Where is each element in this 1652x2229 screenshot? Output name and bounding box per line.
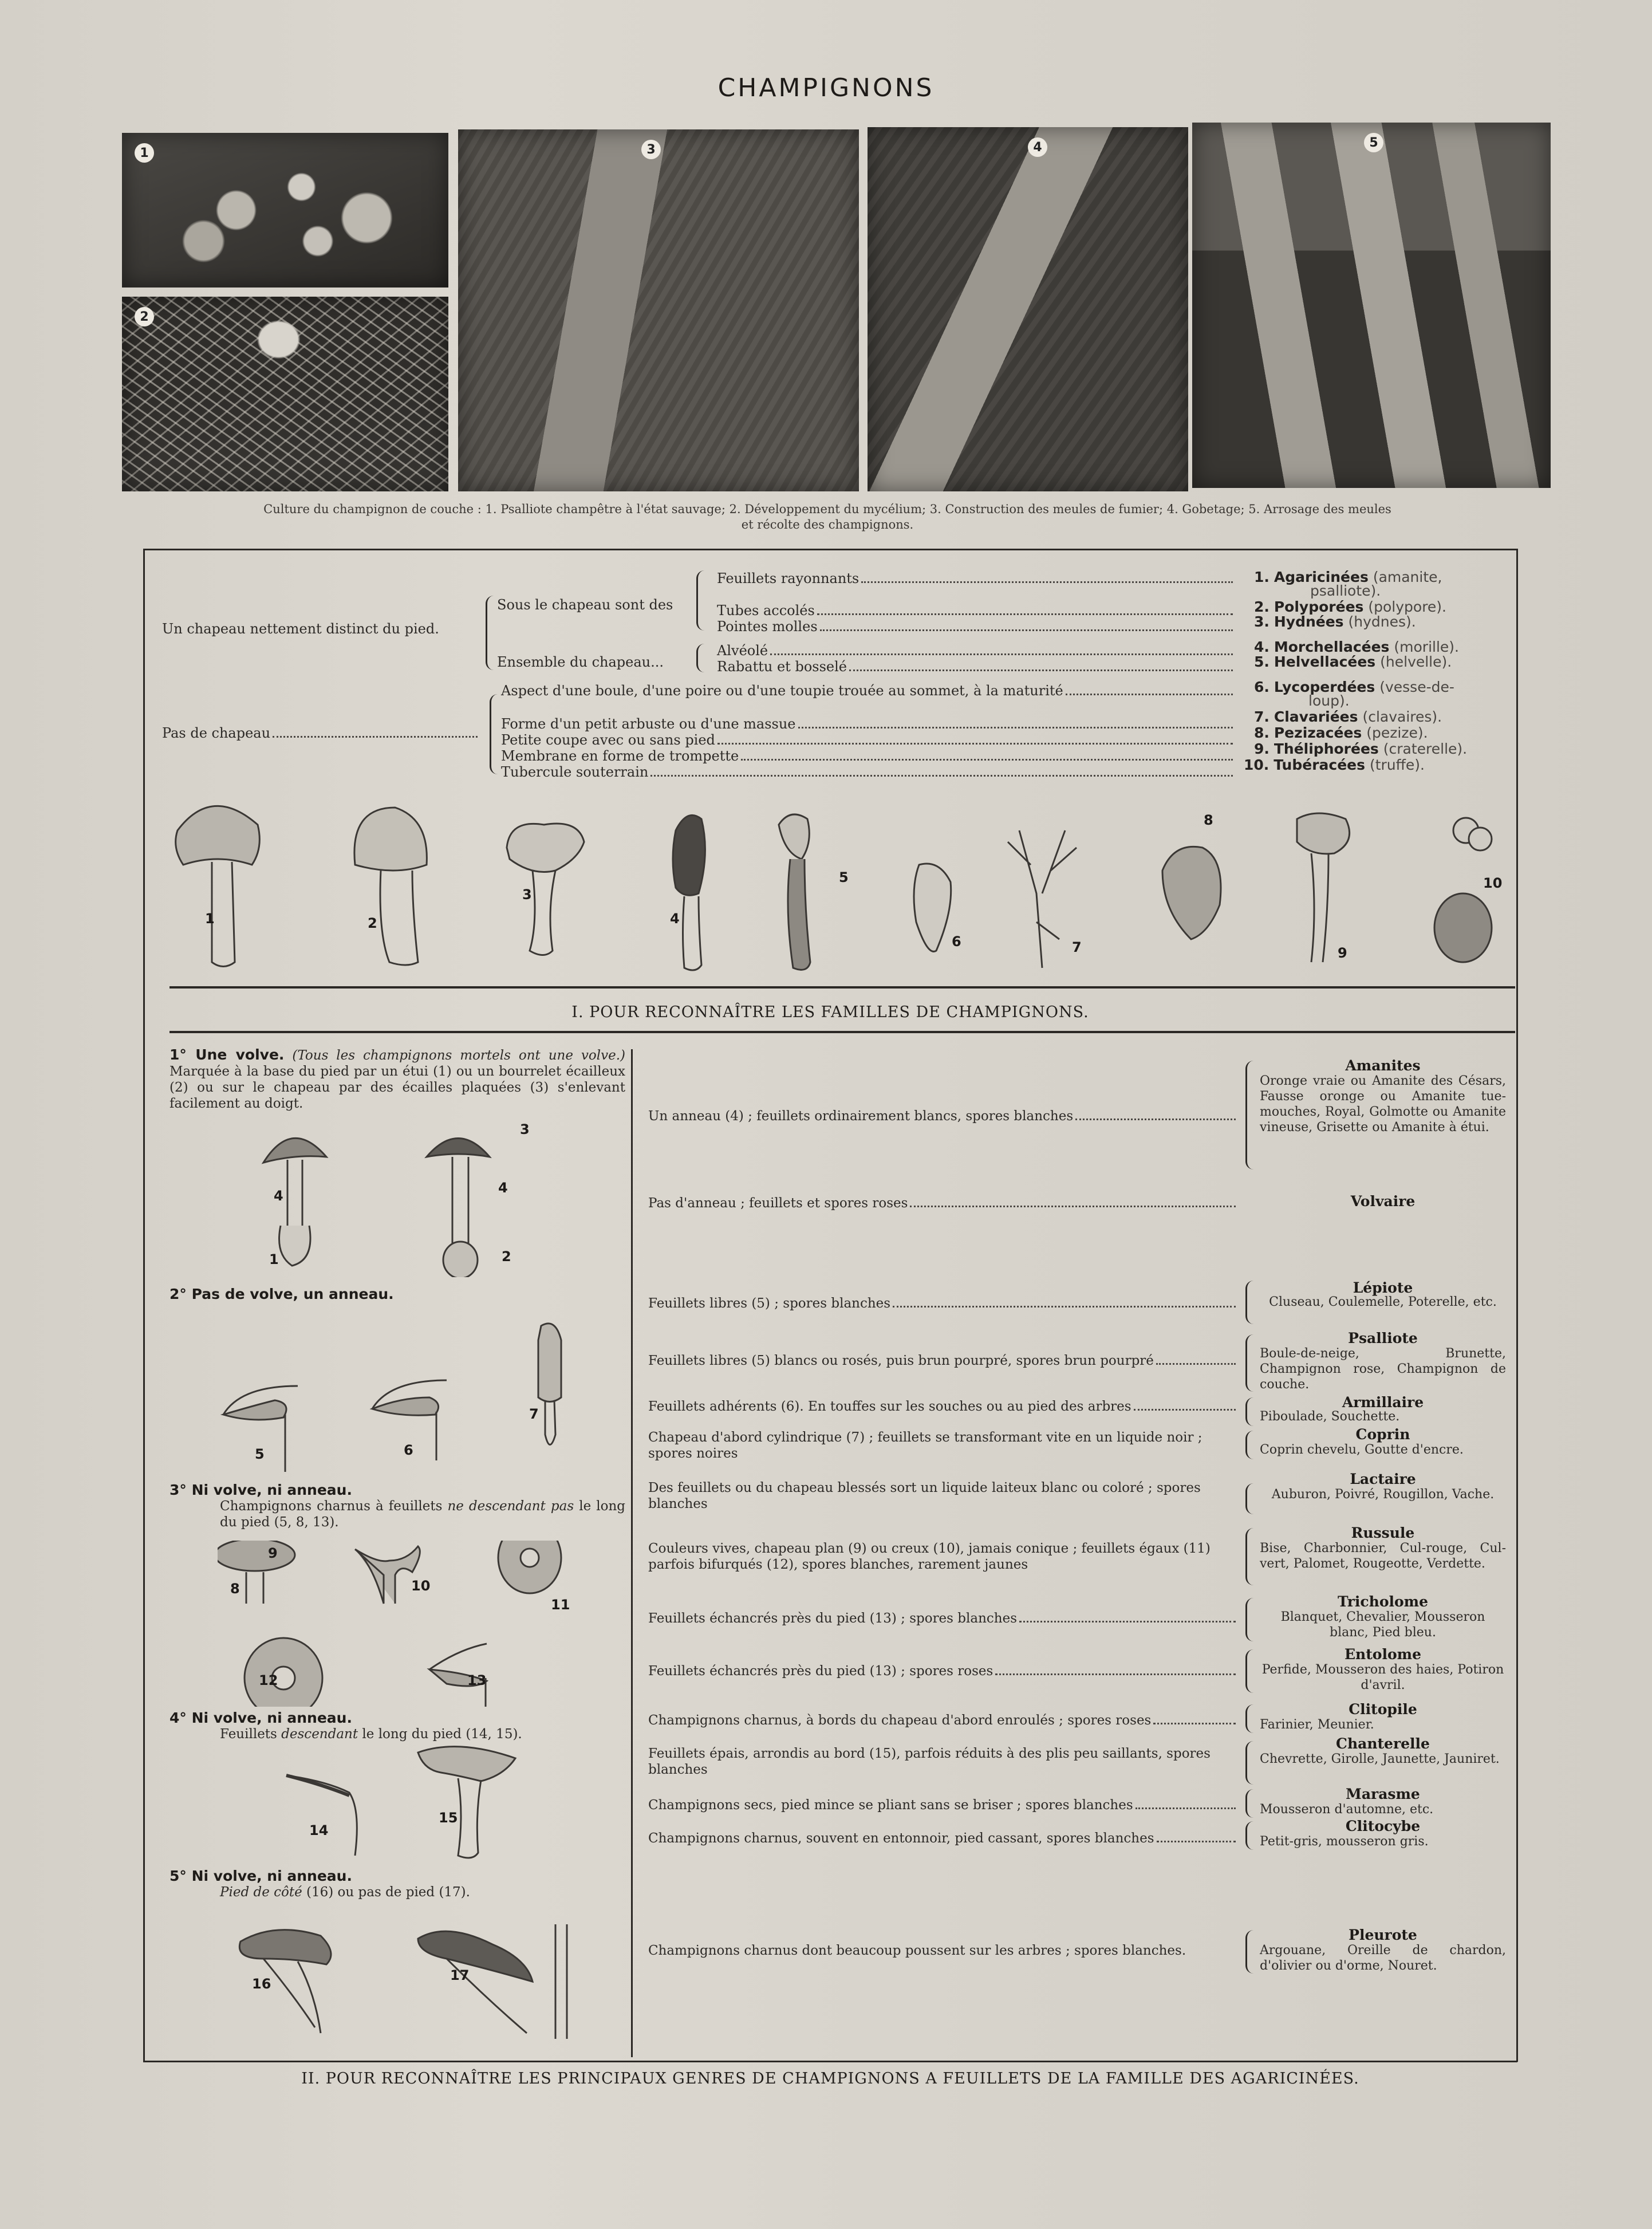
genus-name-entolome: Entolome [1345, 1646, 1421, 1663]
illustration-label: 7 [529, 1406, 539, 1422]
genus-name-tricholome: Tricholome [1337, 1593, 1429, 1610]
genus-criterion: Pas d'anneau ; feuillets et spores roses [648, 1195, 1238, 1211]
criterion-row: Tubercule souterrain [501, 764, 1235, 780]
photo-number: 3 [641, 140, 661, 159]
frame-border-right [1516, 549, 1518, 2062]
brace [1245, 1789, 1255, 1818]
frame-border-left [143, 549, 145, 2062]
brace [1245, 1061, 1255, 1169]
family-agaricinees-cont: psalliote). [1310, 582, 1381, 599]
section-1-heading: I. POUR RECONNAÎTRE LES FAMILLES DE CHAMPIGNONS. [571, 1003, 1089, 1021]
photo-4-gobetage [868, 127, 1188, 491]
illustration-label: 4 [274, 1188, 283, 1204]
genus-name-chanterelle: Chanterelle [1336, 1735, 1430, 1752]
illustration-label: 5 [839, 869, 849, 885]
genus-examples: Argouane, Oreille de chardon, d'olivier ou d'orme, Nouret. [1260, 1943, 1506, 1973]
criterion-5: 5° Ni volve, ni anneau. Pied de côté (16) ou pas de pied (17). [169, 1868, 470, 1900]
genus-name-amanites: Amanites [1345, 1057, 1421, 1074]
genus-criterion: Un anneau (4) ; feuillets ordinairement blancs, spores blanches [648, 1108, 1238, 1124]
genus-criterion: Feuillets épais, arrondis au bord (15), parfois réduits à des plis peu saillants, spores blanches [648, 1746, 1211, 1777]
group-no-cap: Pas de chapeau [162, 725, 480, 741]
photo-number: 1 [135, 143, 154, 163]
photo-number: 2 [135, 307, 154, 326]
criterion-row: Rabattu et bosselé [717, 659, 1235, 675]
brace [1245, 1528, 1255, 1585]
family-lycoperdees-cont: loup). [1308, 692, 1350, 709]
genus-examples: Coprin chevelu, Goutte d'encre. [1260, 1443, 1464, 1457]
genus-criterion: Champignons charnus, à bords du chapeau d'abord enroulés ; spores roses [648, 1712, 1238, 1728]
genus-criterion: Feuillets libres (5) ; spores blanches [648, 1295, 1238, 1312]
illustration-label: 17 [450, 1967, 470, 1983]
illustration-label: 11 [551, 1597, 570, 1613]
genus-criterion: Feuillets échancrés près du pied (13) ; spores roses [648, 1663, 1238, 1679]
genus-name-russule: Russule [1351, 1525, 1415, 1541]
illustration-label: 8 [230, 1581, 240, 1597]
family-tuberacees: 10. Tubéracées (truffe). [1244, 757, 1425, 773]
genus-name-psalliote: Psalliote [1348, 1330, 1418, 1346]
illustration-label: 3 [522, 887, 532, 903]
mushroom-family-drawings-icon [166, 796, 1517, 979]
brace [1245, 1281, 1255, 1324]
sub-whole-cap: Ensemble du chapeau... [497, 654, 664, 670]
frame-border-top [143, 549, 1517, 550]
criterion-row: Tubes accolés [717, 602, 1235, 619]
genus-examples: Bise, Charbonnier, Cul-rouge, Cul-vert, Palomet, Rougeotte, Verdette. [1260, 1541, 1506, 1571]
genus-name-clitocybe: Clitocybe [1345, 1818, 1421, 1834]
genus-examples: Perfide, Mousseron des haies, Potiron d'avril. [1261, 1663, 1504, 1692]
brace [490, 694, 499, 774]
genus-examples: Piboulade, Souchette. [1260, 1409, 1400, 1424]
family-helvellacees: 5. Helvellacées (helvelle). [1254, 653, 1452, 670]
criterion-1: 1° Une volve. (Tous les champignons mortels ont une volve.) Marquée à la base du pied par un étui (1) ou un bourrelet écailleux (2) ou sur le chapeau par des écailles plaquées (3) s'enlevant facilement au doigt. [169, 1046, 625, 1111]
genus-name-lepiote: Lépiote [1353, 1279, 1413, 1296]
illustration-label: 1 [269, 1251, 279, 1267]
brace [1245, 1741, 1255, 1785]
brace [1245, 1334, 1255, 1392]
illustration-label: 12 [259, 1672, 278, 1688]
family-agaricinees: 1. Agaricinées (amanite, [1254, 569, 1442, 585]
criterion-row: Pointes molles [717, 619, 1235, 635]
illustration-label: 9 [268, 1545, 278, 1561]
brace [696, 570, 706, 631]
genus-examples: Farinier, Meunier. [1260, 1718, 1374, 1732]
sub-under-cap: Sous le chapeau sont des [497, 597, 673, 613]
genus-criterion: Champignons charnus, souvent en entonnoir, pied cassant, spores blanches [648, 1830, 1238, 1846]
genus-criterion: Des feuillets ou du chapeau blessés sort un liquide laiteux blanc ou coloré ; spores blanches [648, 1480, 1201, 1511]
amanita-drawings-icon [252, 1123, 538, 1277]
illustration-label: 4 [670, 911, 680, 927]
genus-criterion: Champignons charnus dont beaucoup poussent sur les arbres ; spores blanches. [648, 1943, 1186, 1958]
family-pezizacees: 8. Pezizacées (pezize). [1254, 724, 1428, 741]
photo-number: 4 [1028, 137, 1047, 157]
genus-name-clitopile: Clitopile [1349, 1701, 1417, 1718]
genus-criterion: Chapeau d'abord cylindrique (7) ; feuillets se transformant vite en un liquide noir ; spores noires [648, 1430, 1202, 1461]
genus-examples: Chevrette, Girolle, Jaunette, Jauniret. [1260, 1752, 1500, 1766]
genus-name-volvaire: Volvaire [1350, 1193, 1416, 1210]
photo-5-watering-harvest [1192, 123, 1551, 488]
brace [1245, 1598, 1255, 1641]
brace [1245, 1431, 1255, 1459]
decurrent-gill-drawings-icon [275, 1741, 573, 1861]
illustration-label: 6 [952, 934, 961, 950]
illustration-label: 6 [404, 1442, 413, 1458]
brace [1245, 1397, 1255, 1426]
genus-examples: Cluseau, Coulemelle, Poterelle, etc. [1269, 1295, 1497, 1309]
genus-criterion: Champignons secs, pied mince se pliant sans se briser ; spores blanches [648, 1797, 1238, 1813]
illustration-label: 10 [1483, 875, 1503, 891]
criterion-row: Feuillets rayonnants [717, 570, 1235, 586]
genus-name-lactaire: Lactaire [1350, 1471, 1416, 1487]
genus-criterion: Feuillets adhérents (6). En touffes sur les souches ou au pied des arbres [648, 1399, 1238, 1415]
column-divider [631, 1049, 633, 2057]
illustration-label: 3 [520, 1121, 530, 1137]
illustration-label: 13 [467, 1672, 487, 1688]
photo-3-manure-beds [458, 129, 859, 491]
genus-criterion: Feuillets libres (5) blancs ou rosés, puis brun pourpré, spores brun pourpré [648, 1353, 1238, 1369]
illustration-label: 7 [1072, 939, 1082, 955]
illustration-label: 4 [498, 1180, 508, 1196]
photo-number: 5 [1364, 133, 1383, 152]
family-hydnees: 3. Hydnées (hydnes). [1254, 613, 1416, 630]
family-theliphorees: 9. Théliphorées (craterelle). [1254, 741, 1468, 757]
family-clavariees: 7. Clavariées (clavaires). [1254, 708, 1442, 725]
illustration-label: 16 [252, 1976, 271, 1992]
genus-name-armillaire: Armillaire [1342, 1394, 1424, 1411]
genus-name-pleurote: Pleurote [1349, 1927, 1417, 1943]
genus-examples: Petit-gris, mousseron gris. [1260, 1834, 1429, 1849]
group-cap-distinct: Un chapeau nettement distinct du pied. [162, 621, 439, 637]
photo-caption: Culture du champignon de couche : 1. Psalliote champêtre à l'état sauvage; 2. Développement du mycélium; 3. Construction des meules de fumier; 4. Gobetage; 5. Arrosage des meules et récolte des champignons. [263, 502, 1391, 531]
criterion-2-title: 2° Pas de volve, un anneau. [169, 1286, 394, 1302]
family-lycoperdees: 6. Lycoperdées (vesse-de- [1254, 679, 1454, 695]
brace [1245, 1649, 1255, 1693]
photo-2-mycelium [122, 297, 448, 491]
brace [1245, 1821, 1255, 1850]
illustration-label: 14 [309, 1822, 329, 1838]
frame-border-bottom [143, 2061, 1517, 2062]
genus-examples: Auburon, Poivré, Rougillon, Vache. [1271, 1487, 1495, 1502]
brace [696, 644, 706, 672]
criterion-row: Membrane en forme de trompette [501, 748, 1235, 764]
genus-criterion: Feuillets échancrés près du pied (13) ; spores blanches [648, 1610, 1238, 1627]
genus-examples: Oronge vraie ou Amanite des Césars, Fausse oronge ou Amanite tue-mouches, Royal, Golmotte ou Amanite vineuse, Grisette ou Amanite à étui. [1260, 1074, 1506, 1135]
family-polyporees: 2. Polyporées (polypore). [1254, 598, 1447, 615]
genus-examples: Blanquet, Chevalier, Mousseron blanc, Pied bleu. [1280, 1610, 1485, 1640]
genus-name-marasme: Marasme [1346, 1786, 1420, 1802]
brace [486, 596, 495, 670]
gill-attachment-drawings-icon [218, 1306, 584, 1472]
brace [1245, 1483, 1255, 1514]
genus-examples: Mousseron d'automne, etc. [1260, 1802, 1434, 1817]
criterion-row: Petite coupe avec ou sans pied [501, 732, 1235, 748]
brace [1245, 1930, 1255, 1974]
divider [169, 1031, 1515, 1033]
criterion-row: Aspect d'une boule, d'une poire ou d'une toupie trouée au sommet, à la maturité [501, 683, 1235, 699]
page-title: CHAMPIGNONS [717, 73, 935, 103]
illustration-label: 8 [1204, 812, 1213, 828]
genus-name-coprin: Coprin [1355, 1426, 1410, 1443]
pleurotus-drawings-icon [229, 1924, 596, 2045]
illustration-label: 10 [411, 1578, 431, 1594]
illustration-label: 2 [368, 915, 377, 931]
illustration-label: 2 [502, 1249, 511, 1265]
photo-1-wild-psalliote [122, 133, 448, 288]
section-2-heading: II. POUR RECONNAÎTRE LES PRINCIPAUX GENRES DE CHAMPIGNONS A FEUILLETS DE LA FAMILLE DES AGARICINÉES. [301, 2070, 1359, 2088]
genus-criterion: Couleurs vives, chapeau plan (9) ou creux (10), jamais conique ; feuillets égaux (11) parfois bifurqués (12), spores blanches, rarement jaunes [648, 1541, 1211, 1572]
brace [1245, 1704, 1255, 1733]
illustration-label: 5 [255, 1446, 265, 1462]
divider [169, 986, 1515, 989]
illustration-label: 9 [1338, 945, 1347, 961]
illustration-label: 15 [439, 1810, 458, 1826]
family-morchellacees: 4. Morchellacées (morille). [1254, 639, 1459, 655]
criterion-row: Forme d'un petit arbuste ou d'une massue [501, 716, 1235, 732]
criterion-3: 3° Ni volve, ni anneau. Champignons charnus à feuillets ne descendant pas le long du pied (5, 8, 13). [169, 1482, 625, 1530]
genus-examples: Boule-de-neige, Brunette, Champignon rose, Champignon de couche. [1260, 1346, 1506, 1392]
criterion-row: Alvéolé [717, 643, 1235, 659]
criterion-4: 4° Ni volve, ni anneau. Feuillets descendant le long du pied (14, 15). [169, 1710, 522, 1742]
illustration-label: 1 [205, 911, 215, 927]
